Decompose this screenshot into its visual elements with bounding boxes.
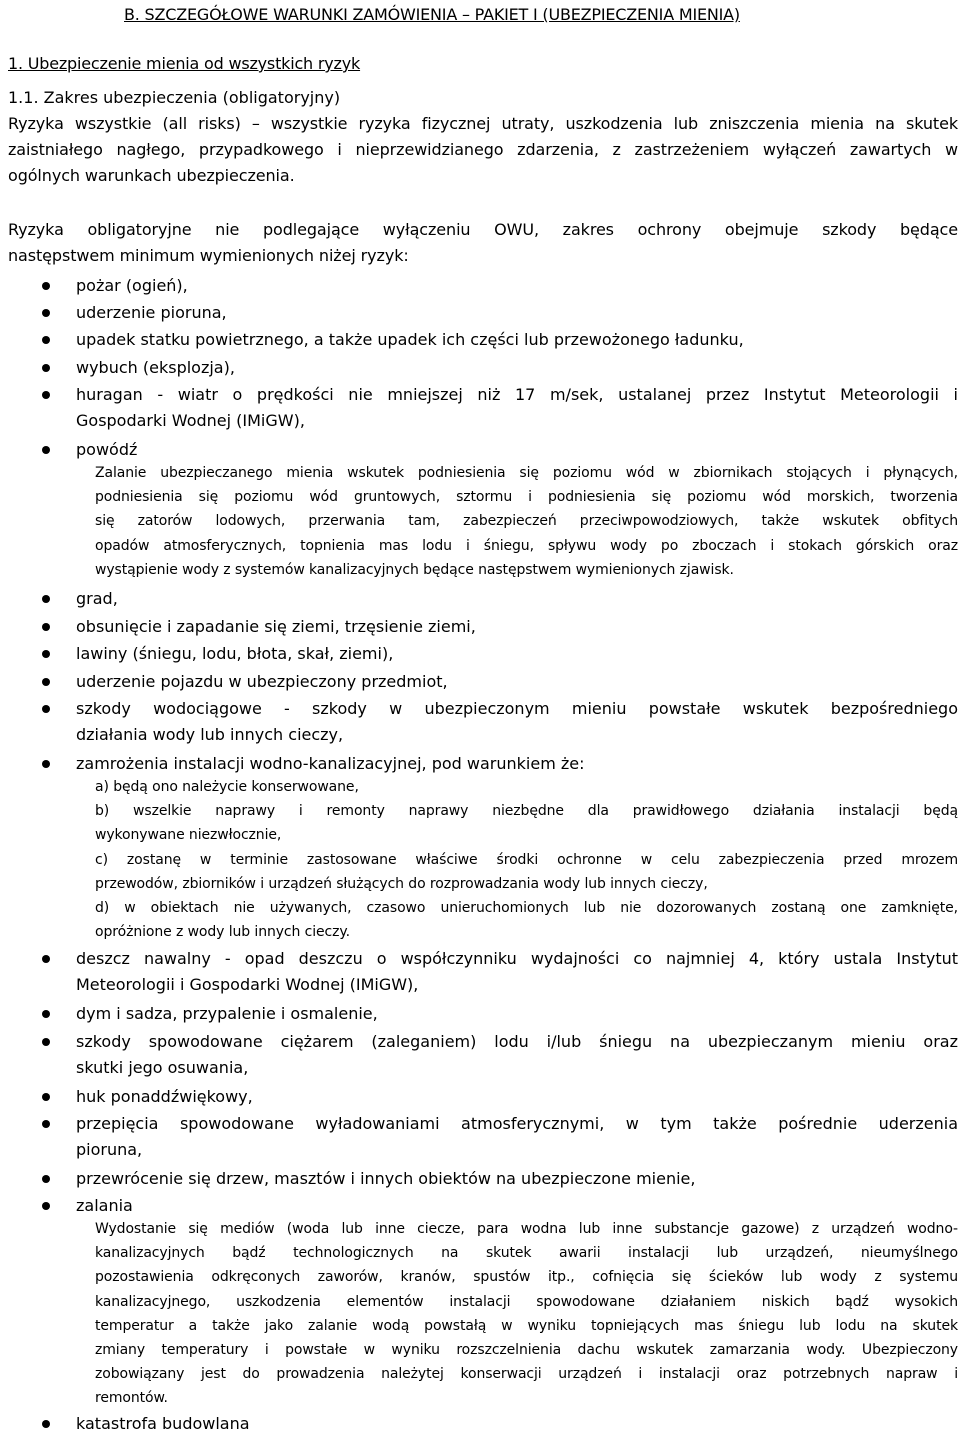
bullet-dot — [42, 1120, 50, 1128]
condition-line: c) zostanę w terminie zastosowane właściwe środki ochronne w celu zabezpieczenia przed mrozem — [95, 851, 958, 868]
list-item: przewrócenie się drzew, masztów i innych obiektów na ubezpieczone mienie, — [76, 1169, 696, 1188]
list-item: lawiny (śniegu, lodu, błota, skał, ziemi), — [76, 644, 394, 663]
bullet-dot — [42, 446, 50, 454]
list-item: uderzenie pojazdu w ubezpieczony przedmiot, — [76, 672, 448, 691]
list-item — [76, 1029, 958, 1081]
list-item-line: pioruna, — [76, 1140, 143, 1159]
bullet-dot — [42, 309, 50, 317]
flood-description — [95, 461, 958, 582]
desc-line: zobowiązany jest do prowadzenia należytej konserwacji urządzeń i instalacji oraz potrzebnych napraw i — [95, 1366, 958, 1383]
list-item-line: szkody spowodowane ciężarem (zaleganiem) lodu i/lub śniegu na ubezpieczanym mieniu oraz — [76, 1032, 958, 1051]
freezing-conditions — [95, 775, 958, 944]
condition-line: przewodów, zbiorników i urządzeń służących do rozprowadzania wody lub innych cieczy, — [95, 875, 708, 892]
list-item-line: Meteorologii i Gospodarki Wodnej (IMiGW), — [76, 975, 419, 994]
bullet-dot — [42, 1038, 50, 1046]
desc-line: pozostawienia odkręconych zaworów, kranów, spustów itp., cofnięcia się ścieków lub wody z systemu — [95, 1269, 958, 1286]
bullet-dot — [42, 364, 50, 372]
list-item-line: przepięcia spowodowane wyładowaniami atmosferycznymi, w tym także pośrednie uderzenia — [76, 1114, 958, 1133]
bullet-dot — [42, 1202, 50, 1210]
list-item-line: deszcz nawalny - opad deszczu o współczynniku wydajności co najmniej 4, który ustala Instytut — [76, 949, 958, 968]
bullet-dot — [42, 1175, 50, 1183]
list-item-line: Gospodarki Wodnej (IMiGW), — [76, 411, 305, 430]
desc-line: się zatorów lodowych, przerwania tam, zabezpieczeń przeciwpowodziowych, także wskutek obfitych — [95, 513, 958, 530]
flooding-description — [95, 1217, 958, 1411]
condition-line: b) wszelkie naprawy i remonty naprawy niezbędne dla prawidłowego działania instalacji będą — [95, 803, 958, 820]
list-item-line: działania wody lub innych cieczy, — [76, 725, 344, 744]
bullet-dot — [42, 955, 50, 963]
bullet-dot — [42, 705, 50, 713]
bullet-dot — [42, 391, 50, 399]
list-item: dym i sadza, przypalenie i osmalenie, — [76, 1004, 378, 1023]
condition-line: wykonywane niezwłocznie, — [95, 827, 282, 844]
list-item: uderzenie pioruna, — [76, 303, 227, 322]
list-item: huk ponaddźwiękowy, — [76, 1087, 253, 1106]
section-heading: 1. Ubezpieczenie mienia od wszystkich ryzyk — [8, 54, 361, 73]
condition-line: a) będą ono należycie konserwowane, — [95, 779, 359, 795]
list-item — [76, 1111, 958, 1163]
list-item — [76, 382, 958, 434]
desc-line: Zalanie ubezpieczanego mienia wskutek podniesienia się poziomu wód w zbiornikach stojących i płynących, — [95, 465, 958, 481]
list-item — [76, 946, 958, 998]
bullet-dot — [42, 336, 50, 344]
list-item — [76, 696, 958, 748]
bullet-dot — [42, 282, 50, 290]
list-item: pożar (ogień), — [76, 276, 188, 295]
list-item-line: szkody wodociągowe - szkody w ubezpieczonym mieniu powstałe wskutek bezpośredniego — [76, 699, 958, 718]
list-item: wybuch (eksplozja), — [76, 358, 235, 377]
bullet-dot — [42, 1093, 50, 1101]
desc-line: remontów. — [95, 1390, 168, 1407]
list-item-line: huragan - wiatr o prędkości nie mniejszej niż 17 m/sek, ustalanej przez Instytut Meteorologii i — [76, 385, 958, 404]
bullet-dot — [42, 623, 50, 631]
bullet-dot — [42, 595, 50, 603]
intro-line: zaistniałego nagłego, przypadkowego i nieprzewidzianego zdarzenia, z zastrzeżeniem wyłączeń zawartych w — [8, 140, 958, 159]
intro-line: ogólnych warunkach ubezpieczenia. — [8, 166, 295, 185]
desc-line: opadów atmosferycznych, topnienia mas lodu i śniegu, spływu wody po zboczach i stokach górskich oraz — [95, 537, 958, 554]
para-line: następstwem minimum wymienionych niżej ryzyk: — [8, 246, 409, 265]
desc-line: zmiany temperatury i powstałe w wyniku rozszczelnienia dachu wskutek zamarzania wody. Ubezpieczony — [95, 1342, 958, 1359]
intro-line: Ryzyka wszystkie (all risks) – wszystkie ryzyka fizycznej utraty, uszkodzenia lub zniszczenia mienia na skutek — [8, 114, 958, 133]
obligatory-paragraph — [8, 217, 958, 269]
bullet-dot — [42, 1420, 50, 1428]
list-item: zamrożenia instalacji wodno-kanalizacyjnej, pod warunkiem że: — [76, 754, 585, 773]
list-item-line: skutki jego osuwania, — [76, 1058, 249, 1077]
bullet-dot — [42, 1010, 50, 1018]
subsection-heading: 1.1. Zakres ubezpieczenia (obligatoryjny) — [8, 88, 341, 107]
list-item: powódź — [76, 440, 138, 459]
list-item: zalania — [76, 1196, 133, 1215]
condition-line: d) w obiektach nie używanych, czasowo unieruchomionych lub nie dozorowanych zostaną one zamknięte, — [95, 900, 958, 917]
desc-line: kanalizacyjnych bądź technologicznych na skutek awarii instalacji lub urządzeń, nieumyślnego — [95, 1245, 958, 1262]
condition-line: opróżnione z wody lub innych cieczy. — [95, 924, 350, 941]
desc-line: kanalizacyjnego, uszkodzenia elementów instalacji spowodowane działaniem niskich bądź wysokich — [95, 1293, 958, 1310]
desc-line: Wydostanie się mediów (woda lub inne ciecze, para wodna lub inne substancje gazowe) z urządzeń wodno- — [95, 1221, 958, 1237]
bullet-dot — [42, 650, 50, 658]
bullet-dot — [42, 678, 50, 686]
desc-line: temperatur a także jako zalanie wodą powstałą w wyniku topniejących mas śniegu lub lodu na skutek — [95, 1317, 958, 1334]
desc-line: wystąpienie wody z systemów kanalizacyjnych będące następstwem wymienionych zjawisk. — [95, 561, 734, 578]
list-item: grad, — [76, 589, 118, 608]
para-line: Ryzyka obligatoryjne nie podlegające wyłączeniu OWU, zakres ochrony obejmuje szkody będące — [8, 220, 958, 239]
bullet-dot — [42, 760, 50, 768]
list-item: obsunięcie i zapadanie się ziemi, trzęsienie ziemi, — [76, 617, 476, 636]
page-title: B. SZCZEGÓŁOWE WARUNKI ZAMÓWIENIA – PAKIET I (UBEZPIECZENIA MIENIA) — [124, 5, 740, 24]
desc-line: podniesienia się poziomu wód gruntowych, sztormu i podniesienia się poziomu wód morskich, tworzenia — [95, 489, 958, 506]
list-item: upadek statku powietrznego, a także upadek ich części lub przewożonego ładunku, — [76, 330, 744, 349]
intro-paragraph — [8, 111, 958, 189]
list-item: katastrofa budowlana — [76, 1414, 250, 1433]
